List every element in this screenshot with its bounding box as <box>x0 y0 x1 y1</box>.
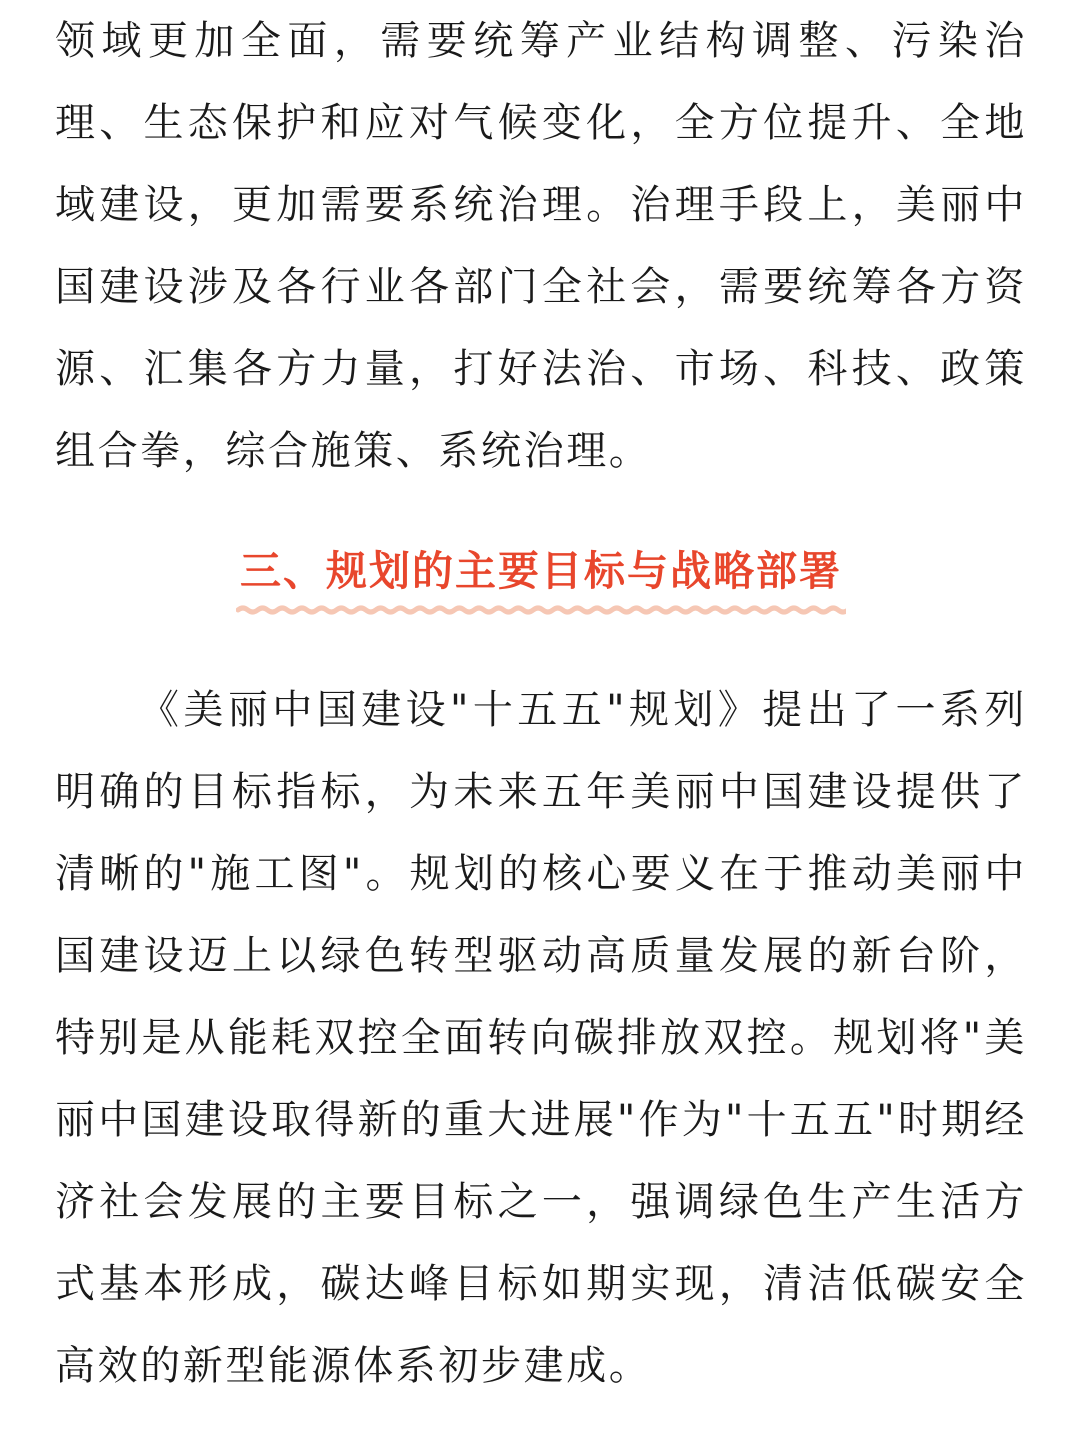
section-heading <box>236 538 846 604</box>
section-heading-text: 三、规划的主要目标与战略部署 <box>240 547 842 595</box>
wavy-underline-decoration <box>236 602 846 618</box>
section-heading-container <box>55 538 1027 604</box>
paragraph-1: 领域更加全面，需要统筹产业结构调整、污染治理、生态保护和应对气候变化，全方位提升、全地域建设，更加需要系统治理。治理手段上，美丽中国建设涉及各行业各部门全社会，需要统筹各方资源、汇集各方力量，打好法治、市场、科技、政策组合拳，综合施策、系统治理。 <box>55 18 1027 474</box>
paragraph-2: 《美丽中国建设"十五五"规划》提出了一系列明确的目标指标，为未来五年美丽中国建设提供了清晰的"施工图"。规划的核心要义在于推动美丽中国建设迈上以绿色转型驱动高质量发展的新台阶，特别是从能耗双控全面转向碳排放双控。规划将"美丽中国建设取得新的重大进展"作为"十五五"时期经济社会发展的主要目标之一，强调绿色生产生活方式基本形成，碳达峰目标如期实现，清洁低碳安全高效的新型能源体系初步建成。 <box>55 687 1027 1389</box>
